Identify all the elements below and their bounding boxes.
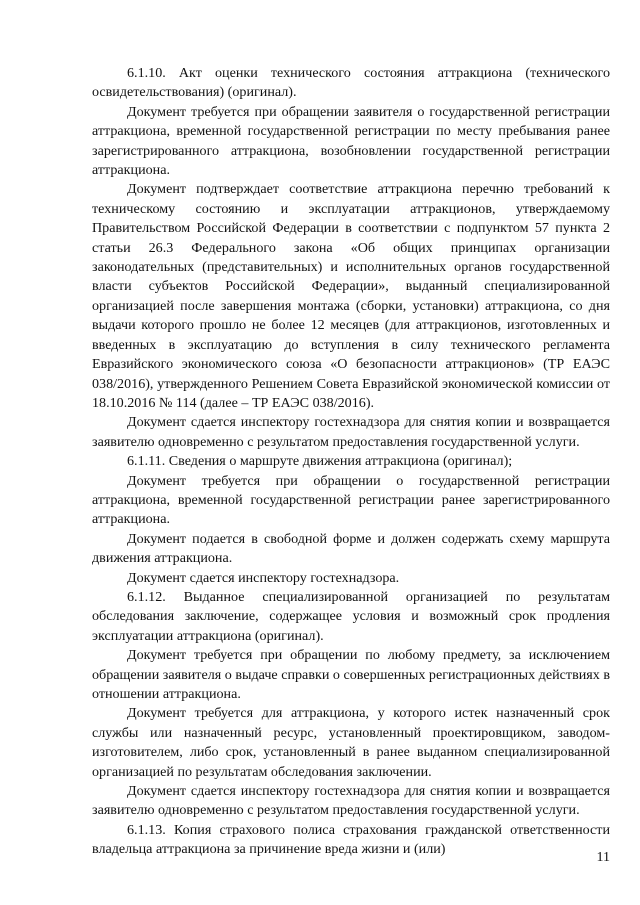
paragraph: Документ подтверждает соответствие аттракциона перечню требований к техническому состоянию и эксплуатации аттракционов, утверждаемому Правительством Российской Федерации в соответствии с подпунктом 57 пункта 2 статьи 26.3 Федерального закона «Об общих принципах организации законодательных (представительных) и исполнительных органов государственной власти субъектов Российской Федерации», выданный специализированной организацией после завершения монтажа (сборки, установки) аттракциона, со дня выдачи которого прошло не более 12 месяцев (для аттракционов, изготовленных и введенных в эксплуатацию до вступления в силу технического регламента Евразийского экономического союза «О безопасности аттракционов» (ТР ЕАЭС 038/2016), утвержденного Решением Совета Евразийской экономической комиссии от 18.10.2016 № 114 (далее – ТР ЕАЭС 038/2016). [92, 181, 610, 411]
paragraph: Документ подается в свободной форме и должен содержать схему маршрута движения аттракциона. [92, 530, 610, 567]
paragraph-6-1-10-title: 6.1.10. Акт оценки технического состояния аттракциона (технического освидетельствования) (оригинал). [92, 65, 610, 101]
paragraph-6-1-13-title: 6.1.13. Копия страхового полиса страхования гражданской ответственности владельца аттракциона за причинение вреда жизни и (или) [92, 821, 610, 858]
paragraph: Документ сдается инспектору гостехнадзора для снятия копии и возвращается заявителю одновременно с результатом предоставления государственной услуги. [92, 414, 610, 450]
paragraph-6-1-12-title: 6.1.12. Выданное специализированной организацией по результатам обследования заключение, содержащее условия и возможный срок продления эксплуатации аттракциона (оригинал). [92, 588, 610, 644]
document-body [92, 64, 610, 860]
paragraph: Документ требуется при обращении заявителя о государственной регистрации аттракциона, временной государственной регистрации по месту пребывания ранее зарегистрированного аттракциона, возобновлении государственной регистрации аттракциона. [92, 103, 610, 179]
paragraph: Документ требуется при обращении по любому предмету, за исключением обращении заявителя о выдаче справки о совершенных регистрационных действиях в отношении аттракциона. [92, 647, 610, 702]
paragraph: Документ сдается инспектору гостехнадзора для снятия копии и возвращается заявителю одновременно с результатом предоставления государственной услуги. [92, 783, 610, 819]
paragraph: Документ требуется для аттракциона, у которого истек назначенный срок службы или назначенный ресурс, установленный проектировщиком, заводом-изготовителем, либо срок, установленный в ранее выданном специализированной организацией по результатам обследования заключении. [92, 705, 610, 780]
page-number: 11 [596, 850, 610, 865]
paragraph: Документ сдается инспектору гостехнадзора. [127, 569, 400, 586]
paragraph: Документ требуется при обращении о государственной регистрации аттракциона, временной государственной регистрации ранее зарегистрированного аттракциона. [92, 472, 610, 528]
paragraph-6-1-11-title: 6.1.11. Сведения о маршруте движения аттракциона (оригинал); [127, 453, 513, 470]
